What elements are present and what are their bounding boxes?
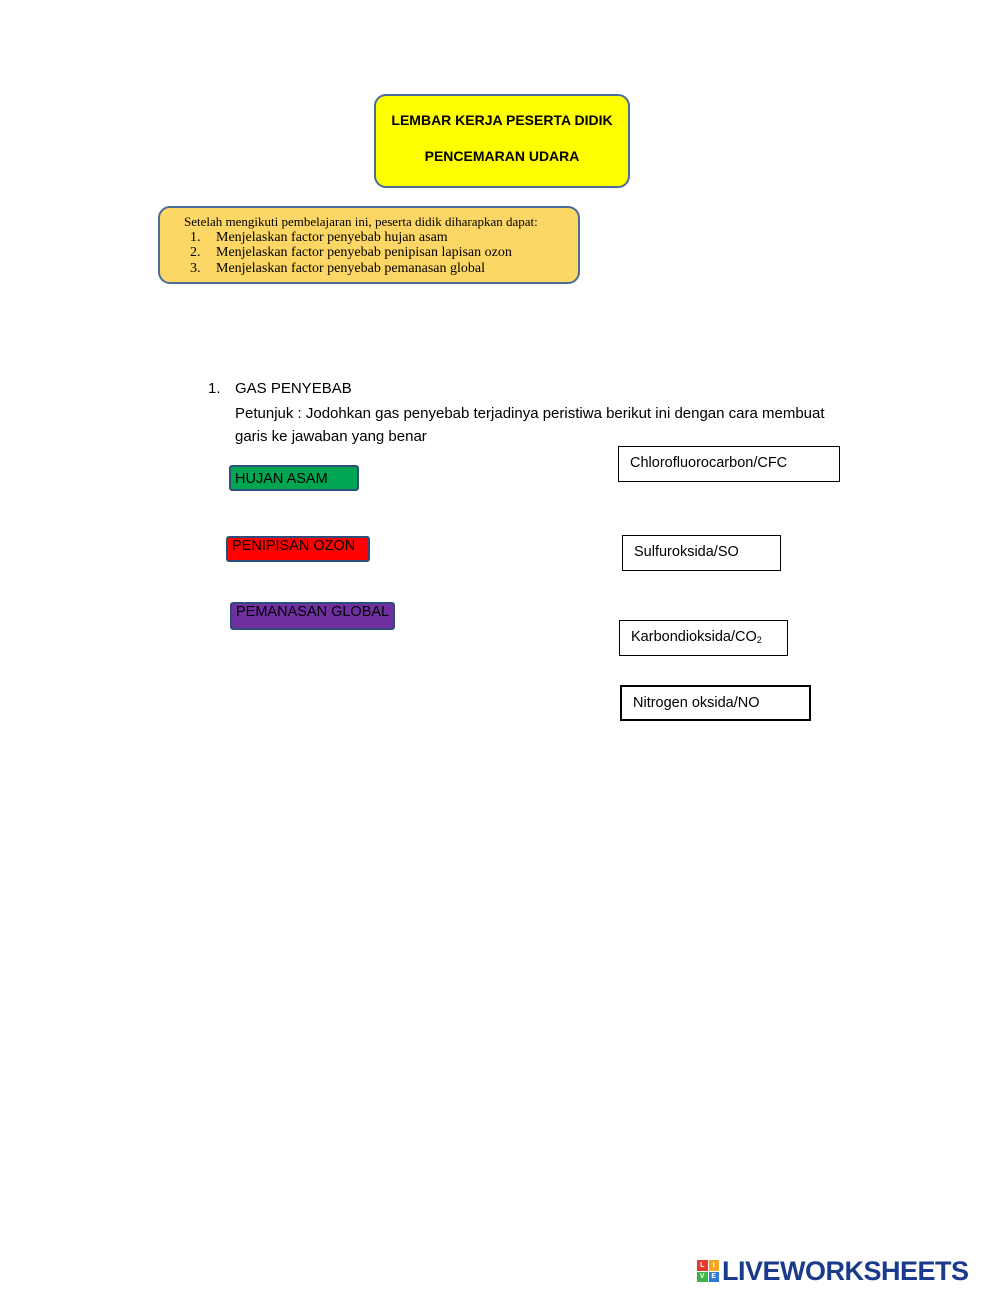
logo-letter-l: L xyxy=(697,1260,708,1271)
question-heading xyxy=(208,380,352,397)
logo-wordmark: LIVEWORKSHEETS xyxy=(722,1255,969,1286)
question-title: GAS PENYEBAB xyxy=(235,380,352,397)
worksheet-title-box xyxy=(374,94,630,188)
answer-cfc[interactable]: Chlorofluorocarbon/CFC xyxy=(618,446,840,482)
objective-number: 3. xyxy=(190,260,201,276)
event-penipisan-ozon[interactable]: PENIPISAN OZON xyxy=(226,536,370,562)
learning-objectives-box xyxy=(158,206,580,284)
worksheet-title: LEMBAR KERJA PESERTA DIDIK xyxy=(391,112,613,128)
answer-nitrogen-oksida[interactable]: Nitrogen oksida/NO xyxy=(620,685,811,721)
objective-number: 2. xyxy=(190,245,201,260)
answer-karbondioksida-subscript: 2 xyxy=(756,635,762,645)
objective-text: Menjelaskan factor penyebab pemanasan global xyxy=(216,260,486,276)
objective-number: 1. xyxy=(190,229,201,245)
objective-item xyxy=(184,230,578,246)
objective-text: Menjelaskan factor penyebab hujan asam xyxy=(216,229,448,245)
event-hujan-asam[interactable]: HUJAN ASAM xyxy=(229,465,359,491)
objective-item xyxy=(184,245,578,261)
logo-letter-v: V xyxy=(697,1272,708,1283)
objectives-list xyxy=(184,230,578,277)
question-instruction: Petunjuk : Jodohkan gas penyebab terjadinya peristiwa berikut ini dengan cara membuat garis ke jawaban yang benar xyxy=(235,405,825,445)
answer-karbondioksida[interactable] xyxy=(619,620,788,656)
answer-sulfuroksida[interactable]: Sulfuroksida/SO xyxy=(622,535,781,571)
objective-text: Menjelaskan factor penyebab penipisan lapisan ozon xyxy=(216,245,512,260)
objectives-intro: Setelah mengikuti pembelajaran ini, peserta didik diharapkan dapat: xyxy=(184,214,538,229)
answer-karbondioksida-text: Karbondioksida/CO xyxy=(631,629,757,645)
worksheet-subtitle: PENCEMARAN UDARA xyxy=(424,148,580,164)
question-number: 1. xyxy=(208,380,221,397)
objective-item xyxy=(184,261,578,277)
logo-letter-e: E xyxy=(709,1272,720,1283)
event-pemanasan-global[interactable]: PEMANASAN GLOBAL xyxy=(230,602,395,630)
liveworksheets-logo xyxy=(697,1256,969,1286)
live-logo-icon xyxy=(697,1260,719,1282)
logo-letter-i: I xyxy=(709,1260,720,1271)
